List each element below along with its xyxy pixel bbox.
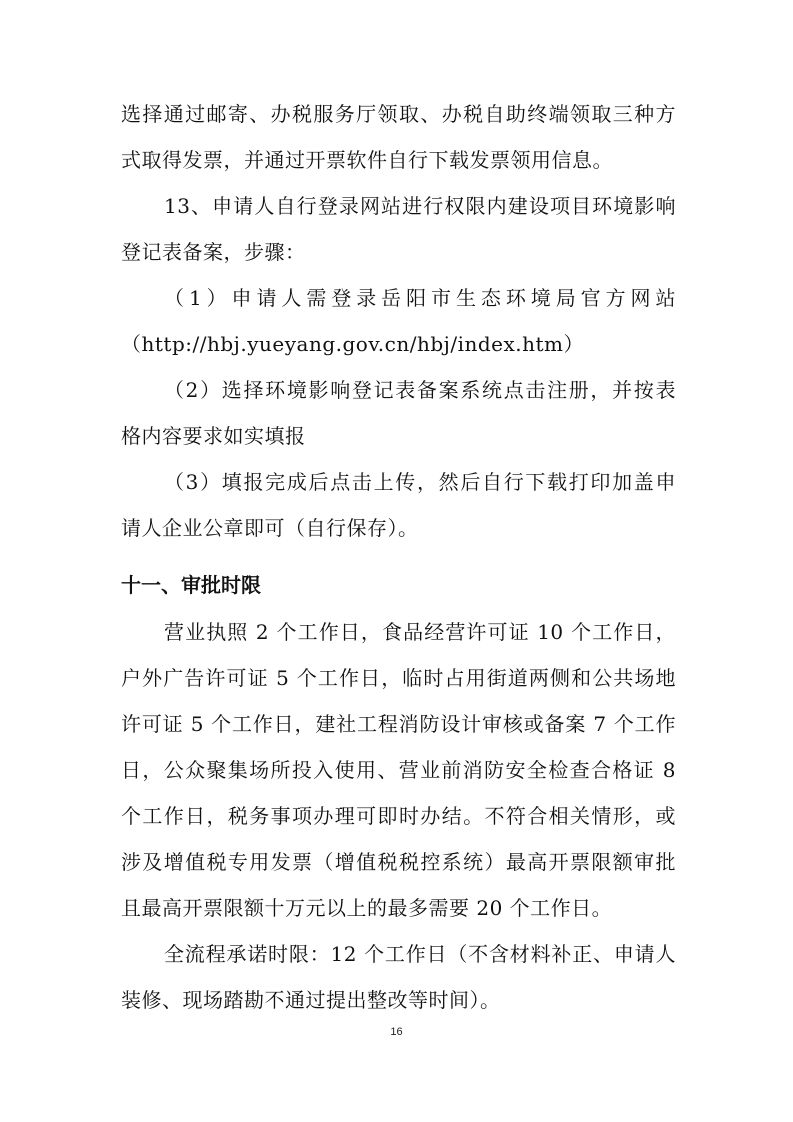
page-number: 16: [390, 1026, 403, 1038]
paragraph-line: 式取得发票，并通过开票软件自行下载发票领用信息。: [121, 148, 613, 172]
paragraph-line: 许可证 5 个工作日，建社工程消防设计审核或备案 7 个工作: [121, 712, 676, 736]
paragraph-line: 装修、现场踏勘不通过提出整改等时间）。: [121, 988, 501, 1012]
paragraph-line: 个工作日，税务事项办理可即时办结。不符合相关情形，或: [121, 804, 676, 828]
paragraph-line: 全流程承诺时限：12 个工作日（不含材料补正、申请人: [164, 942, 676, 966]
section-heading: 十一、审批时限: [121, 573, 261, 597]
paragraph-line: 且最高开票限额十万元以上的最多需要 20 个工作日。: [121, 896, 613, 920]
paragraph-line: 日，公众聚集场所投入使用、营业前消防安全检查合格证 8: [121, 758, 676, 782]
paragraph-line: （1）申请人需登录岳阳市生态环境局官方网站: [164, 286, 676, 310]
paragraph-line: 请人企业公章即可（自行保存）。: [121, 516, 419, 540]
paragraph-line: 选择通过邮寄、办税服务厅领取、办税自助终端领取三种方: [121, 102, 676, 126]
paragraph-line: （2）选择环境影响登记表备案系统点击注册，并按表: [164, 378, 676, 402]
paragraph-line: 13、申请人自行登录网站进行权限内建设项目环境影响: [164, 194, 676, 218]
paragraph-line: （3）填报完成后点击上传，然后自行下载打印加盖申: [164, 470, 676, 494]
paragraph-line: 格内容要求如实填报: [121, 424, 306, 448]
url-line: （http://hbj.yueyang.gov.cn/hbj/index.htm）: [121, 332, 584, 356]
paragraph-line: 涉及增值税专用发票（增值税税控系统）最高开票限额审批: [121, 850, 676, 874]
paragraph-line: 户外广告许可证 5 个工作日，临时占用街道两侧和公共场地: [121, 666, 676, 690]
paragraph-line: 登记表备案，步骤：: [121, 240, 306, 264]
paragraph-line: 营业执照 2 个工作日，食品经营许可证 10 个工作日，: [164, 620, 676, 644]
